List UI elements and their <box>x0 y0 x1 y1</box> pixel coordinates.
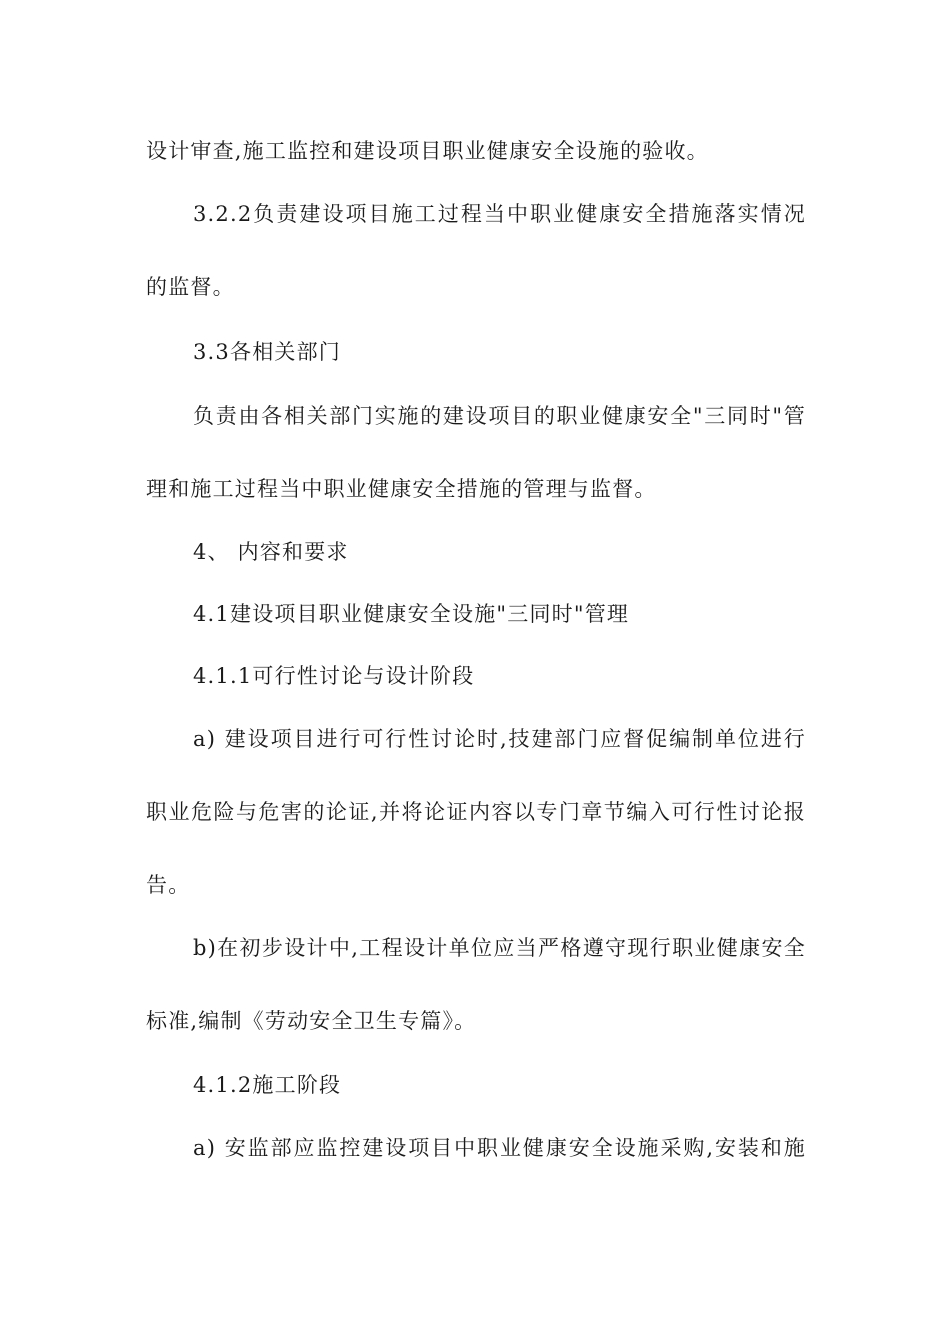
section-heading: 4.1.1可行性讨论与设计阶段 <box>193 664 475 688</box>
paragraph-line: 标准,编制《劳动安全卫生专篇》。 <box>146 1009 477 1033</box>
section-heading: 4、 内容和要求 <box>193 540 349 564</box>
paragraph-line: b)在初步设计中,工程设计单位应当严格遵守现行职业健康安全 <box>193 936 806 960</box>
paragraph-line: a) 安监部应监控建设项目中职业健康安全设施采购,安装和施 <box>193 1136 806 1160</box>
paragraph-line: 理和施工过程当中职业健康安全措施的管理与监督。 <box>146 477 657 501</box>
paragraph-line: 告。 <box>146 873 191 897</box>
paragraph-line: 设计审查,施工监控和建设项目职业健康安全设施的验收。 <box>146 139 709 163</box>
paragraph-line: a) 建设项目进行可行性讨论时,技建部门应督促编制单位进行 <box>193 727 806 751</box>
paragraph-line: 负责由各相关部门实施的建设项目的职业健康安全"三同时"管 <box>193 404 806 428</box>
section-heading: 3.3各相关部门 <box>193 340 341 364</box>
paragraph-line: 3.2.2负责建设项目施工过程当中职业健康安全措施落实情况 <box>193 202 806 226</box>
paragraph-line: 的监督。 <box>146 275 235 299</box>
paragraph-line: 职业危险与危害的论证,并将论证内容以专门章节编入可行性讨论报 <box>146 800 806 824</box>
section-heading: 4.1.2施工阶段 <box>193 1073 342 1097</box>
section-heading: 4.1建设项目职业健康安全设施"三同时"管理 <box>193 602 630 626</box>
